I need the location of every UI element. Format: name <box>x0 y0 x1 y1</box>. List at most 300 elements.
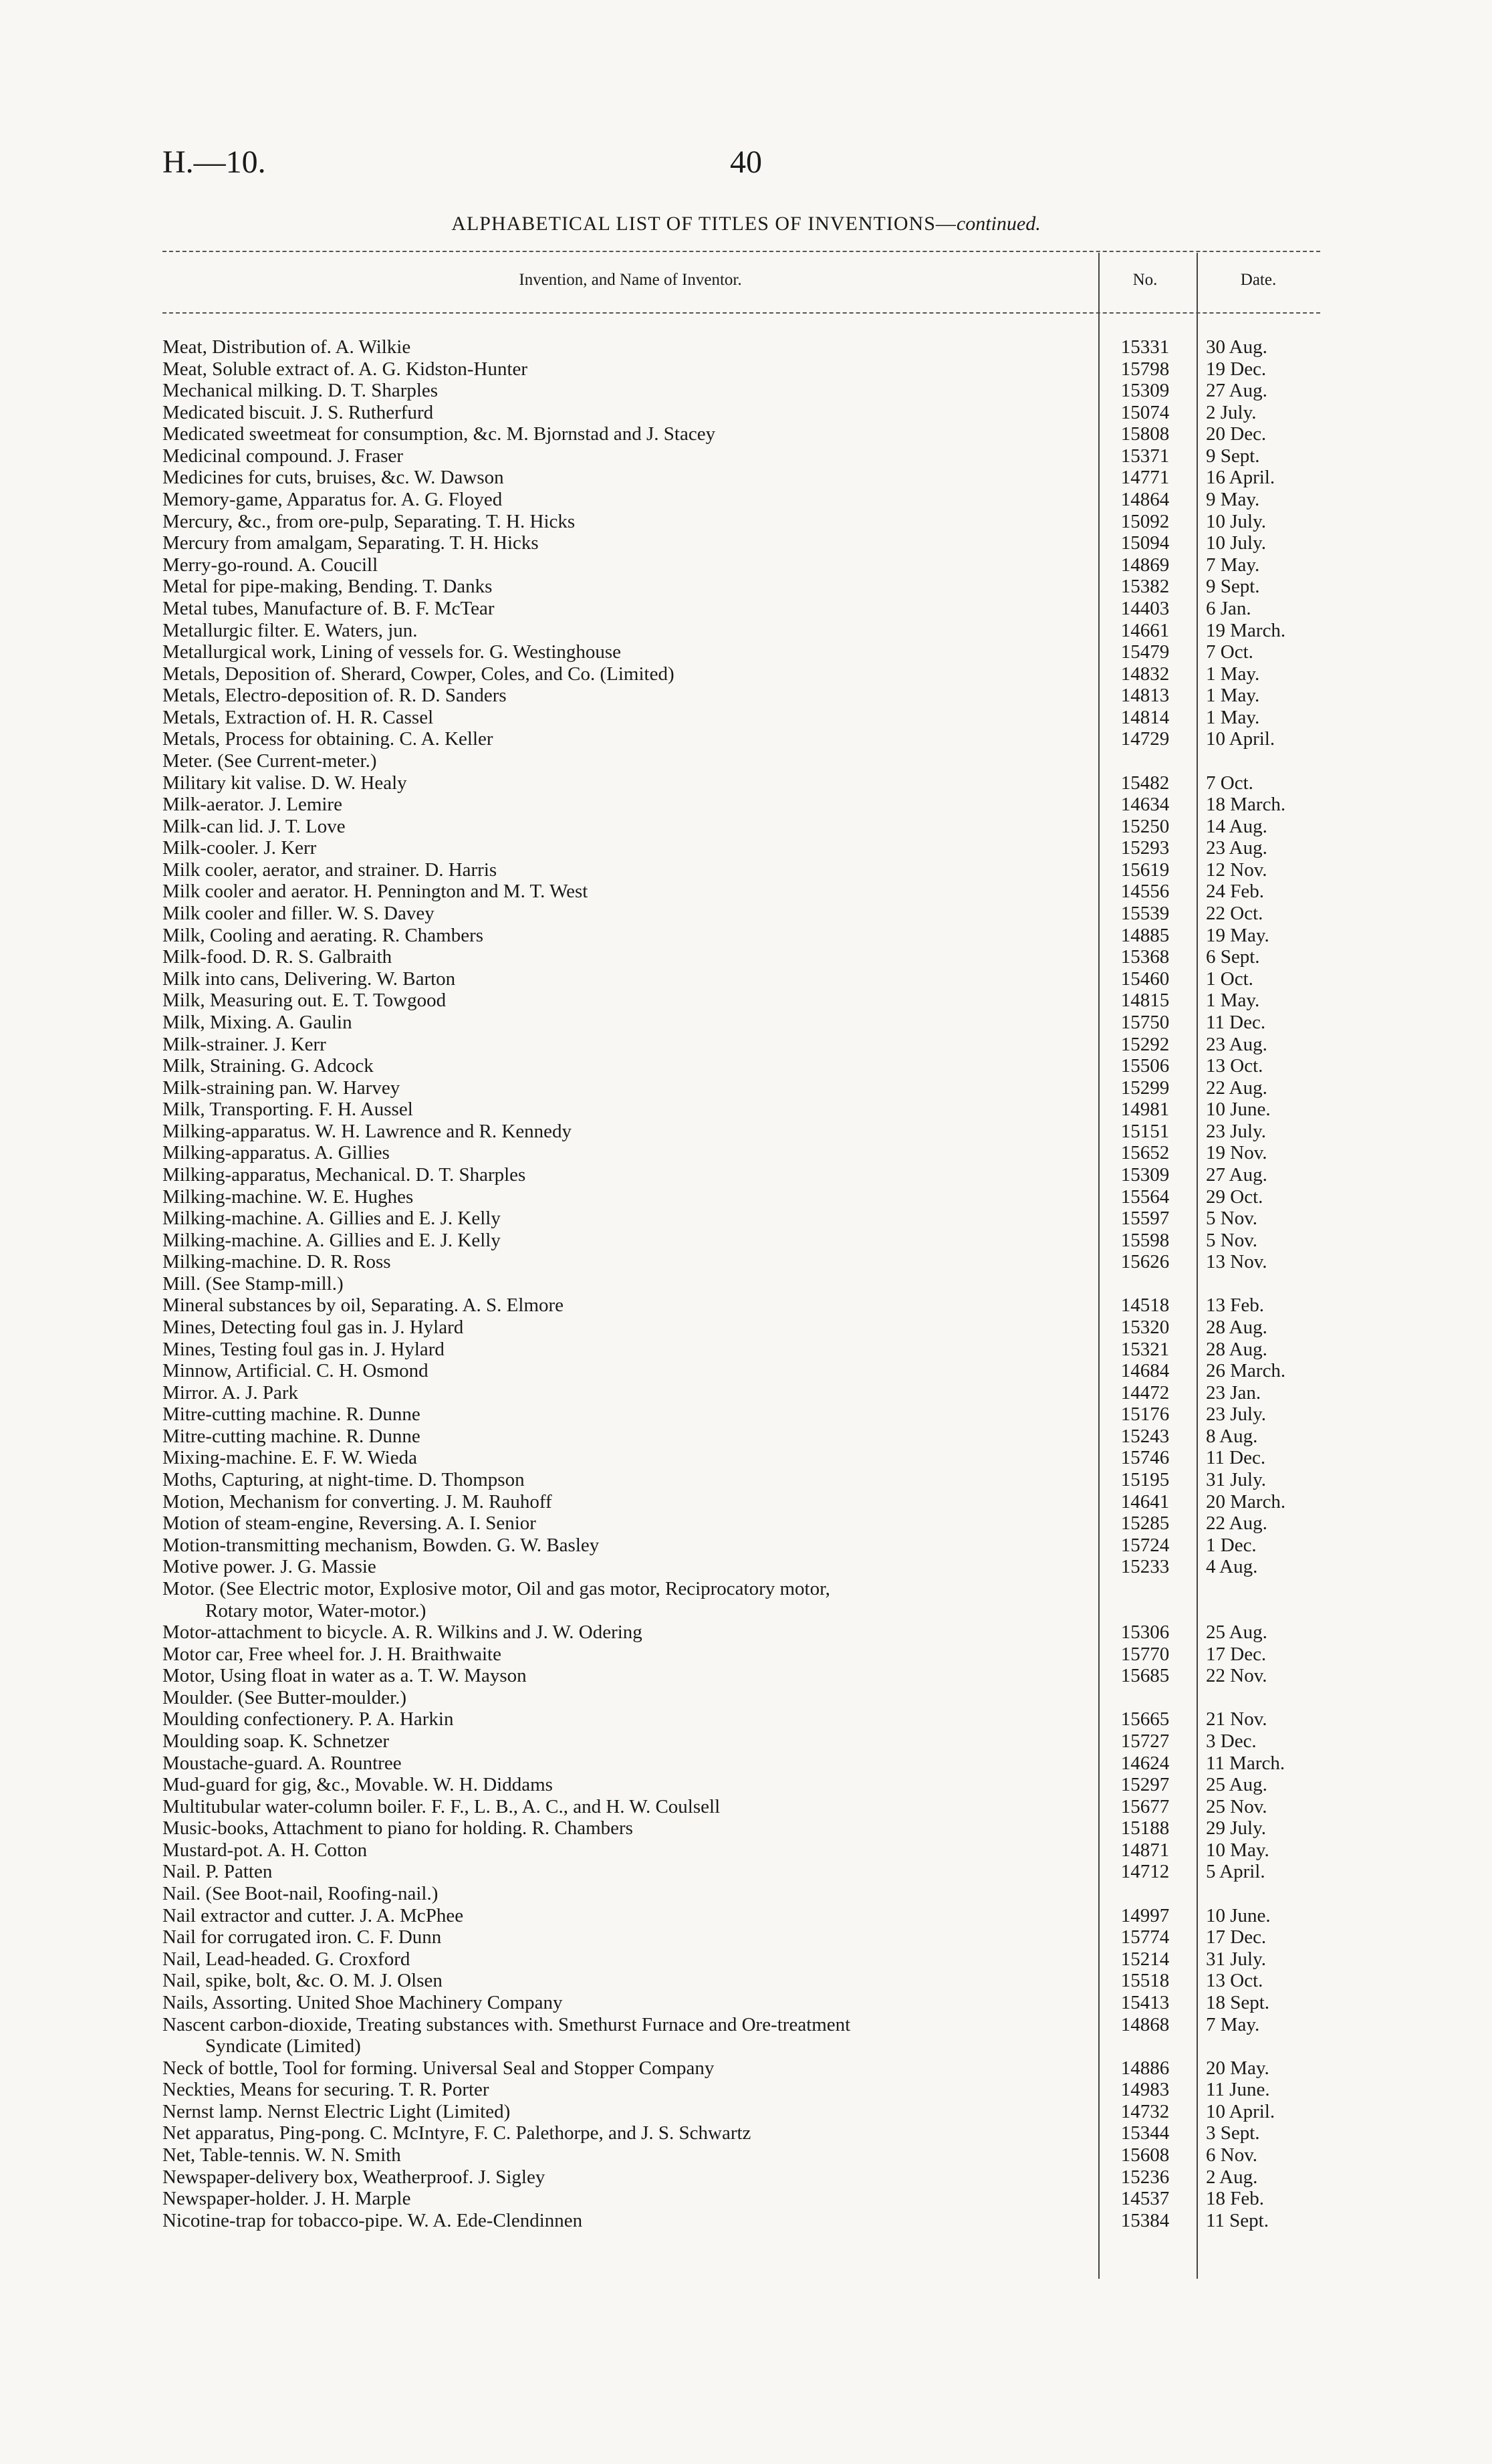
patent-date: 1 May. <box>1206 990 1260 1012</box>
list-item <box>162 1621 1320 1644</box>
patent-number: 15299 <box>1120 1077 1170 1099</box>
patent-number: 15677 <box>1120 1795 1170 1817</box>
invention-title <box>162 1230 1092 1252</box>
invention-text: Milk cooler, aerator, and strainer. D. Harris <box>162 859 497 881</box>
patent-date: 9 May. <box>1206 489 1260 511</box>
patent-date: 9 Sept. <box>1206 576 1260 598</box>
patent-date: 2 Aug. <box>1206 2166 1258 2188</box>
patent-number: 15808 <box>1120 423 1170 445</box>
invention-title <box>162 1578 1095 1621</box>
invention-text: Net apparatus, Ping-pong. C. McIntyre, F. C. Palethorpe, and J. S. Schwartz <box>162 2122 751 2144</box>
patent-date: 18 Feb. <box>1206 2188 1264 2210</box>
invention-text: Meter. (See Current-meter.) <box>162 750 377 772</box>
invention-title <box>162 467 1092 489</box>
invention-title <box>162 1708 1092 1730</box>
patent-number: 14624 <box>1120 1752 1170 1774</box>
invention-text: Motor. (See Electric motor, Explosive motor, Oil and gas motor, Reciprocatory motor, <box>162 1577 830 1599</box>
patent-number: 14729 <box>1120 728 1170 750</box>
invention-text: Metals, Electro-deposition of. R. D. Sanders <box>162 685 507 707</box>
invention-title <box>162 1426 1092 1448</box>
patent-date: 28 Aug. <box>1206 1338 1267 1360</box>
patent-date: 10 June. <box>1206 1099 1271 1121</box>
list-item <box>162 925 1320 947</box>
invention-text: Moulding confectionery. P. A. Harkin <box>162 1708 454 1730</box>
patent-date: 10 July. <box>1206 532 1266 554</box>
invention-text: Motor-attachment to bicycle. A. R. Wilkins and J. W. Odering <box>162 1621 642 1644</box>
invention-text: Milking-machine. D. R. Ross <box>162 1251 391 1273</box>
invention-text: Nicotine-trap for tobacco-pipe. W. A. Ede-Clendinnen <box>162 2209 583 2231</box>
invention-text: Milk-cooler. J. Kerr <box>162 837 317 859</box>
patent-date: 20 May. <box>1206 2057 1269 2079</box>
patent-date: 14 Aug. <box>1206 815 1267 837</box>
patent-number: 15619 <box>1120 859 1170 881</box>
patent-date: 5 Nov. <box>1206 1208 1258 1230</box>
invention-title <box>162 1665 1092 1687</box>
invention-title <box>162 2057 1092 2080</box>
patent-date: 6 Nov. <box>1206 2144 1258 2166</box>
invention-title <box>162 1861 1092 1883</box>
invention-title <box>162 816 1092 838</box>
patent-number: 15243 <box>1120 1425 1170 1447</box>
invention-title <box>162 1753 1092 1775</box>
patent-number: 14981 <box>1120 1099 1170 1121</box>
invention-text: Motion, Mechanism for converting. J. M. Rauhoff <box>162 1490 552 1513</box>
list-item <box>162 2057 1320 2080</box>
patent-number: 15306 <box>1120 1621 1170 1644</box>
invention-title <box>162 532 1092 554</box>
patent-number: 14997 <box>1120 1904 1170 1926</box>
invention-text: Medicated sweetmeat for consumption, &c. M. Bjornstad and J. Stacey <box>162 423 716 445</box>
list-item <box>162 1730 1320 1753</box>
invention-text: Motion of steam-engine, Reversing. A. I. Senior <box>162 1513 536 1535</box>
patent-date: 22 Oct. <box>1206 903 1263 925</box>
patent-number: 15233 <box>1120 1556 1170 1578</box>
patent-date: 29 July. <box>1206 1817 1266 1839</box>
patent-number: 15285 <box>1120 1513 1170 1535</box>
patent-date: 13 Oct. <box>1206 1055 1263 1077</box>
invention-text: Nail, Lead-headed. G. Croxford <box>162 1948 410 1970</box>
list-item <box>162 1796 1320 1818</box>
invention-text: Milk-food. D. R. S. Galbraith <box>162 946 392 968</box>
patent-number: 14886 <box>1120 2057 1170 2079</box>
invention-title <box>162 511 1092 533</box>
patent-number: 14885 <box>1120 924 1170 946</box>
list-item <box>162 511 1320 533</box>
invention-text: Nail extractor and cutter. J. A. McPhee <box>162 1904 464 1926</box>
invention-title <box>162 2101 1092 2123</box>
invention-text: Milking-machine. A. Gillies and E. J. Kelly <box>162 1208 501 1230</box>
list-item <box>162 1535 1320 1557</box>
patent-number: 14556 <box>1120 881 1170 903</box>
patent-date: 23 July. <box>1206 1404 1266 1426</box>
column-header-number: No. <box>1132 271 1158 289</box>
list-item <box>162 1687 1320 1709</box>
invention-title <box>162 1339 1092 1361</box>
patent-date: 22 Aug. <box>1206 1513 1267 1535</box>
invention-text: Motion-transmitting mechanism, Bowden. G. W. Basley <box>162 1534 600 1556</box>
invention-text: Metals, Process for obtaining. C. A. Keller <box>162 728 493 750</box>
patent-date: 29 Oct. <box>1206 1186 1263 1208</box>
invention-text: Metals, Deposition of. Sherard, Cowper, Coles, and Co. (Limited) <box>162 663 674 685</box>
invention-title <box>162 1164 1092 1186</box>
patent-date: 13 Oct. <box>1206 1970 1263 1992</box>
invention-title <box>162 1077 1092 1099</box>
list-item <box>162 772 1320 794</box>
invention-title <box>162 1469 1092 1491</box>
invention-title <box>162 489 1092 511</box>
invention-title <box>162 576 1092 598</box>
invention-title <box>162 1817 1092 1839</box>
patent-date: 22 Aug. <box>1206 1077 1267 1099</box>
patent-number: 15460 <box>1120 968 1170 990</box>
list-item <box>162 1121 1320 1143</box>
patent-number: 14472 <box>1120 1381 1170 1404</box>
patent-date: 25 Aug. <box>1206 1621 1267 1644</box>
patent-number: 14684 <box>1120 1360 1170 1382</box>
list-item <box>162 445 1320 467</box>
patent-number: 15309 <box>1120 1163 1170 1186</box>
list-item <box>162 2210 1320 2232</box>
invention-title <box>162 2210 1092 2232</box>
patent-number: 14868 <box>1120 2013 1170 2035</box>
invention-title <box>162 1360 1092 1382</box>
list-item <box>162 423 1320 445</box>
invention-text: Mitre-cutting machine. R. Dunne <box>162 1425 420 1447</box>
invention-text: Metal for pipe-making, Bending. T. Danks <box>162 576 493 598</box>
patent-number: 15598 <box>1120 1229 1170 1251</box>
invention-text: Milk cooler and filler. W. S. Davey <box>162 903 434 925</box>
patent-date: 6 Sept. <box>1206 946 1260 968</box>
list-item <box>162 1774 1320 1796</box>
invention-text: Mitre-cutting machine. R. Dunne <box>162 1404 420 1426</box>
list-item <box>162 1142 1320 1164</box>
invention-text: Mirror. A. J. Park <box>162 1381 298 1404</box>
patent-date: 3 Sept. <box>1206 2122 1260 2144</box>
list-item <box>162 1578 1320 1621</box>
list-item <box>162 750 1320 772</box>
invention-text: Nascent carbon-dioxide, Treating substances with. Smethurst Furnace and Ore-treatment <box>162 2013 851 2035</box>
patent-date: 11 March. <box>1206 1752 1285 1774</box>
patent-date: 1 Oct. <box>1206 968 1253 990</box>
list-item <box>162 2079 1320 2101</box>
list-item <box>162 881 1320 903</box>
invention-text: Neckties, Means for securing. T. R. Porter <box>162 2079 489 2101</box>
invention-text: Motor, Using float in water as a. T. W. Mayson <box>162 1665 527 1687</box>
patent-number: 15331 <box>1120 336 1170 358</box>
patent-number: 15774 <box>1120 1926 1170 1948</box>
page-identifier: H.—10. <box>162 144 266 180</box>
list-item <box>162 1556 1320 1578</box>
patent-number: 14661 <box>1120 619 1170 641</box>
invention-text: Moustache-guard. A. Rountree <box>162 1752 402 1774</box>
invention-title <box>162 2166 1092 2189</box>
list-item <box>162 1948 1320 1971</box>
list-item <box>162 837 1320 859</box>
patent-number: 15094 <box>1120 532 1170 554</box>
list-item <box>162 1644 1320 1666</box>
patent-number: 15652 <box>1120 1142 1170 1164</box>
list-item <box>162 1426 1320 1448</box>
invention-text: Nail. P. Patten <box>162 1861 273 1883</box>
list-item <box>162 1251 1320 1273</box>
invention-text: Motive power. J. G. Massie <box>162 1556 376 1578</box>
invention-title <box>162 1099 1092 1121</box>
list-item <box>162 1055 1320 1077</box>
invention-text: Moulding soap. K. Schnetzer <box>162 1730 390 1752</box>
patent-number: 14869 <box>1120 554 1170 576</box>
list-item <box>162 1817 1320 1839</box>
patent-date: 7 Oct. <box>1206 772 1253 794</box>
patent-date: 10 April. <box>1206 2100 1275 2122</box>
patent-number: 15798 <box>1120 358 1170 380</box>
patent-number: 15413 <box>1120 1991 1170 2013</box>
patent-number: 14814 <box>1120 706 1170 728</box>
patent-number: 15770 <box>1120 1643 1170 1665</box>
invention-title <box>162 1055 1092 1077</box>
invention-text: Metallurgic filter. E. Waters, jun. <box>162 619 418 641</box>
patent-date: 7 Oct. <box>1206 641 1253 663</box>
invention-text: Milking-machine. W. E. Hughes <box>162 1186 414 1208</box>
patent-number: 14732 <box>1120 2100 1170 2122</box>
invention-title <box>162 1948 1092 1971</box>
header-rule-bottom <box>162 312 1320 314</box>
invention-title <box>162 1774 1092 1796</box>
invention-text: Milk, Straining. G. Adcock <box>162 1055 374 1077</box>
patent-date: 5 Nov. <box>1206 1229 1258 1251</box>
invention-text: Medicines for cuts, bruises, &c. W. Dawson <box>162 467 504 489</box>
invention-title <box>162 423 1092 445</box>
invention-title <box>162 2079 1092 2101</box>
patent-date: 22 Nov. <box>1206 1665 1267 1687</box>
list-item <box>162 968 1320 990</box>
patent-date: 20 March. <box>1206 1490 1286 1513</box>
patent-date: 4 Aug. <box>1206 1556 1258 1578</box>
list-item <box>162 1317 1320 1339</box>
invention-title <box>162 402 1092 424</box>
invention-text: Mercury, &c., from ore-pulp, Separating. T. H. Hicks <box>162 510 576 532</box>
patent-date: 23 Aug. <box>1206 1033 1267 1055</box>
invention-title <box>162 1273 1092 1295</box>
invention-title <box>162 968 1092 990</box>
patent-date: 10 May. <box>1206 1839 1269 1861</box>
invention-title <box>162 925 1092 947</box>
invention-text: Milk-can lid. J. T. Love <box>162 815 346 837</box>
patent-date: 30 Aug. <box>1206 336 1267 358</box>
patent-date: 13 Nov. <box>1206 1251 1267 1273</box>
invention-title <box>162 2144 1092 2166</box>
patent-date: 28 Aug. <box>1206 1317 1267 1339</box>
invention-title <box>162 990 1092 1012</box>
list-item <box>162 859 1320 881</box>
invention-title <box>162 1644 1092 1666</box>
list-item <box>162 1382 1320 1404</box>
invention-title <box>162 1186 1092 1208</box>
list-item <box>162 1992 1320 2014</box>
invention-text: Mineral substances by oil, Separating. A. S. Elmore <box>162 1295 564 1317</box>
invention-title <box>162 685 1092 707</box>
list-item <box>162 489 1320 511</box>
invention-title <box>162 1687 1092 1709</box>
invention-text: Medicated biscuit. J. S. Rutherfurd <box>162 401 434 423</box>
invention-title <box>162 1970 1092 1992</box>
patent-date: 8 Aug. <box>1206 1425 1258 1447</box>
list-item <box>162 380 1320 402</box>
patent-date: 31 July. <box>1206 1469 1266 1491</box>
invention-title <box>162 707 1092 729</box>
invention-title <box>162 1513 1092 1535</box>
patent-number: 14813 <box>1120 685 1170 707</box>
patent-number: 15176 <box>1120 1404 1170 1426</box>
patent-number: 15309 <box>1120 380 1170 402</box>
patent-number: 14518 <box>1120 1295 1170 1317</box>
patent-date: 21 Nov. <box>1206 1708 1267 1730</box>
invention-text: Newspaper-delivery box, Weatherproof. J. Sigley <box>162 2166 545 2188</box>
invention-title <box>162 750 1092 772</box>
list-item <box>162 903 1320 925</box>
list-item <box>162 1099 1320 1121</box>
patent-number: 15382 <box>1120 576 1170 598</box>
invention-text: Music-books, Attachment to piano for holding. R. Chambers <box>162 1817 633 1839</box>
invention-text: Moths, Capturing, at night-time. D. Thompson <box>162 1469 525 1491</box>
patent-number: 14864 <box>1120 489 1170 511</box>
invention-title <box>162 1012 1092 1034</box>
invention-title <box>162 1796 1092 1818</box>
patent-number: 15479 <box>1120 641 1170 663</box>
invention-title <box>162 1295 1092 1317</box>
patent-date: 27 Aug. <box>1206 1163 1267 1186</box>
invention-text: Mechanical milking. D. T. Sharples <box>162 380 439 402</box>
invention-title <box>162 598 1092 620</box>
invention-text: Minnow, Artificial. C. H. Osmond <box>162 1360 428 1382</box>
invention-text: Military kit valise. D. W. Healy <box>162 772 407 794</box>
invention-title <box>162 1992 1092 2014</box>
invention-title <box>162 837 1092 859</box>
invention-title <box>162 1730 1092 1753</box>
list-item <box>162 2188 1320 2210</box>
invention-title <box>162 380 1092 402</box>
patent-number: 15371 <box>1120 445 1170 467</box>
invention-text: Milking-apparatus, Mechanical. D. T. Sharples <box>162 1163 526 1186</box>
invention-text: Motor car, Free wheel for. J. H. Braithwaite <box>162 1643 501 1665</box>
list-item <box>162 532 1320 554</box>
invention-title <box>162 641 1092 663</box>
invention-text: Multitubular water-column boiler. F. F., L. B., A. C., and H. W. Coulsell <box>162 1795 721 1817</box>
patent-date: 25 Aug. <box>1206 1774 1267 1796</box>
list-item <box>162 1360 1320 1382</box>
invention-title <box>162 1839 1092 1862</box>
invention-text: Mercury from amalgam, Separating. T. H. Hicks <box>162 532 539 554</box>
patent-number: 15236 <box>1120 2166 1170 2188</box>
invention-title <box>162 2188 1092 2210</box>
invention-text-continued: Syndicate (Limited) <box>205 2035 361 2057</box>
list-item <box>162 1230 1320 1252</box>
invention-title <box>162 663 1092 685</box>
invention-text: Mustard-pot. A. H. Cotton <box>162 1839 368 1861</box>
list-item <box>162 641 1320 663</box>
invention-text: Memory-game, Apparatus for. A. G. Floyed <box>162 489 503 511</box>
patent-date: 3 Dec. <box>1206 1730 1257 1752</box>
invention-text: Metallurgical work, Lining of vessels for. G. Westinghouse <box>162 641 622 663</box>
patent-date: 25 Nov. <box>1206 1795 1267 1817</box>
invention-text: Mill. (See Stamp-mill.) <box>162 1272 344 1295</box>
list-item <box>162 816 1320 838</box>
patent-number: 15368 <box>1120 946 1170 968</box>
patent-date: 20 Dec. <box>1206 423 1267 445</box>
list-title-main: ALPHABETICAL LIST OF TITLES OF INVENTIONS— <box>451 213 957 235</box>
list-item <box>162 1295 1320 1317</box>
patent-number: 14871 <box>1120 1839 1170 1861</box>
invention-title <box>162 1142 1092 1164</box>
list-item <box>162 467 1320 489</box>
list-title <box>0 213 1492 235</box>
patent-number: 15564 <box>1120 1186 1170 1208</box>
invention-title <box>162 794 1092 816</box>
column-header-date: Date. <box>1240 271 1277 289</box>
list-item <box>162 554 1320 576</box>
invention-text: Milk cooler and aerator. H. Pennington and M. T. West <box>162 881 588 903</box>
list-item <box>162 728 1320 750</box>
patent-date: 18 March. <box>1206 794 1286 816</box>
invention-text: Milk, Mixing. A. Gaulin <box>162 1011 352 1033</box>
invention-text: Milk, Measuring out. E. T. Towgood <box>162 990 447 1012</box>
list-item <box>162 2101 1320 2123</box>
patent-number: 14983 <box>1120 2079 1170 2101</box>
patent-number: 15518 <box>1120 1970 1170 1992</box>
list-item <box>162 358 1320 380</box>
invention-title <box>162 1556 1092 1578</box>
patent-date: 11 June. <box>1206 2079 1270 2101</box>
list-item <box>162 794 1320 816</box>
invention-text: Milking-apparatus. A. Gillies <box>162 1142 390 1164</box>
list-item <box>162 402 1320 424</box>
invention-text: Nail. (See Boot-nail, Roofing-nail.) <box>162 1883 439 1905</box>
list-item <box>162 576 1320 598</box>
invention-text: Mud-guard for gig, &c., Movable. W. H. Diddams <box>162 1774 553 1796</box>
patent-date: 9 Sept. <box>1206 445 1260 467</box>
patent-number: 15344 <box>1120 2122 1170 2144</box>
patent-number: 15320 <box>1120 1317 1170 1339</box>
patent-date: 12 Nov. <box>1206 859 1267 881</box>
list-item <box>162 1513 1320 1535</box>
patent-number: 15506 <box>1120 1055 1170 1077</box>
invention-title <box>162 1404 1092 1426</box>
patent-date: 23 Aug. <box>1206 837 1267 859</box>
invention-title <box>162 1034 1092 1056</box>
invention-title <box>162 1491 1092 1513</box>
invention-text: Merry-go-round. A. Coucill <box>162 554 378 576</box>
patent-number: 15074 <box>1120 401 1170 423</box>
patent-date: 1 Dec. <box>1206 1534 1257 1556</box>
invention-text: Nail for corrugated iron. C. F. Dunn <box>162 1926 442 1948</box>
invention-title <box>162 1926 1092 1948</box>
inventions-list <box>162 336 1320 2231</box>
patent-date: 10 June. <box>1206 1904 1271 1926</box>
patent-date: 11 Sept. <box>1206 2209 1269 2231</box>
invention-title <box>162 903 1092 925</box>
patent-number: 14815 <box>1120 990 1170 1012</box>
patent-date: 17 Dec. <box>1206 1926 1267 1948</box>
list-item <box>162 2014 1320 2057</box>
invention-text: Milk, Cooling and aerating. R. Chambers <box>162 924 484 946</box>
invention-title <box>162 772 1092 794</box>
patent-date: 11 Dec. <box>1206 1447 1266 1469</box>
patent-number: 15151 <box>1120 1120 1170 1142</box>
patent-number: 14403 <box>1120 597 1170 619</box>
invention-text: Metals, Extraction of. H. R. Cassel <box>162 706 434 728</box>
patent-date: 31 July. <box>1206 1948 1266 1970</box>
patent-number: 15597 <box>1120 1208 1170 1230</box>
invention-text: Nail, spike, bolt, &c. O. M. J. Olsen <box>162 1970 443 1992</box>
